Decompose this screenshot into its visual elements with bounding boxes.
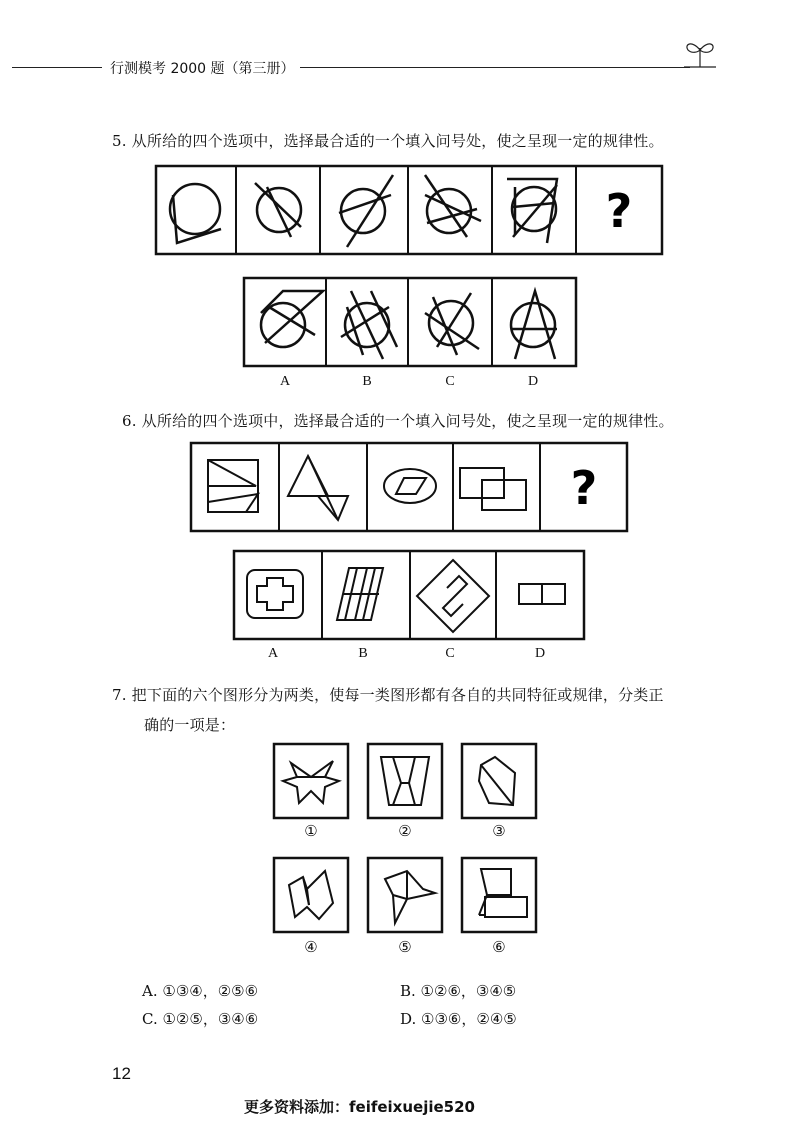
q7-answer-d: D. ①③⑥，②④⑤ <box>400 1010 517 1028</box>
q6-option-b-figure <box>337 568 383 620</box>
q7-answer-b: B. ①②⑥，③④⑤ <box>400 982 517 1000</box>
q5-figure-2 <box>255 183 301 237</box>
q6-stem: 6. 从所给的四个选项中，选择最合适的一个填入问号处，使之呈现一定的规律性。 <box>122 412 674 430</box>
q5-option-label-b: B <box>362 374 372 389</box>
q5-sequence-strip <box>155 165 663 255</box>
q5-option-c-figure <box>425 293 479 355</box>
q7-figure-2 <box>367 743 443 819</box>
q7-figure-6 <box>461 857 537 933</box>
q6-question-mark: ? <box>570 461 598 515</box>
q5-option-label-d: D <box>527 374 539 389</box>
page-number: 12 <box>112 1064 131 1083</box>
q7-figure-label-6: ⑥ <box>492 938 506 956</box>
q7-figure-5 <box>367 857 443 933</box>
q6-figure-1 <box>208 460 258 512</box>
q6-figure-2 <box>288 456 348 520</box>
q5-option-b-figure <box>341 291 397 359</box>
q6-figure-4 <box>460 468 526 510</box>
header-title: 行测模考 2000 题（第三册） <box>110 61 295 77</box>
q7-figure-label-5: ⑤ <box>398 938 412 956</box>
q7-figure-label-3: ③ <box>492 822 506 840</box>
q7-answer-c: C. ①②⑤，③④⑥ <box>142 1010 259 1028</box>
q6-option-c-figure <box>417 560 489 632</box>
q7-figure-label-4: ④ <box>304 938 318 956</box>
q5-figure-4 <box>425 175 481 237</box>
header-rule-right <box>300 67 690 68</box>
q5-options-strip <box>243 277 577 367</box>
q5-figure-3 <box>339 175 393 247</box>
q6-figure-3 <box>384 469 436 503</box>
footer-contact: 更多资料添加：feifeixuejie520 <box>244 1098 475 1116</box>
q7-figure-1 <box>273 743 349 819</box>
q5-option-label-c: C <box>445 374 455 389</box>
q6-option-label-d: D <box>534 646 546 661</box>
sprout-icon <box>680 38 720 70</box>
q5-question-mark: ? <box>605 184 633 238</box>
q5-stem: 5. 从所给的四个选项中，选择最合适的一个填入问号处，使之呈现一定的规律性。 <box>112 132 664 150</box>
q6-sequence-strip <box>190 442 628 532</box>
q7-figure-4 <box>273 857 349 933</box>
q5-option-d-figure <box>511 291 557 359</box>
q7-figure-label-2: ② <box>398 822 412 840</box>
q7-figure-3 <box>461 743 537 819</box>
q7-stem-line2: 确的一项是： <box>144 716 236 734</box>
q6-option-a-figure <box>247 570 303 618</box>
q6-options-strip <box>233 550 585 640</box>
q6-option-label-a: A <box>267 646 279 661</box>
q5-option-a-figure <box>261 291 323 347</box>
q7-answer-a: A. ①③④，②⑤⑥ <box>142 982 259 1000</box>
q5-figure-5 <box>507 179 557 243</box>
q5-option-label-a: A <box>279 374 291 389</box>
header-rule-left <box>12 67 102 68</box>
q6-option-label-b: B <box>358 646 368 661</box>
q6-option-d-figure <box>519 584 565 604</box>
q5-figure-1 <box>170 184 221 243</box>
q6-option-label-c: C <box>445 646 455 661</box>
q7-stem-line1: 7. 把下面的六个图形分为两类，使每一类图形都有各自的共同特征或规律，分类正 <box>112 686 664 704</box>
q7-figure-label-1: ① <box>304 822 318 840</box>
